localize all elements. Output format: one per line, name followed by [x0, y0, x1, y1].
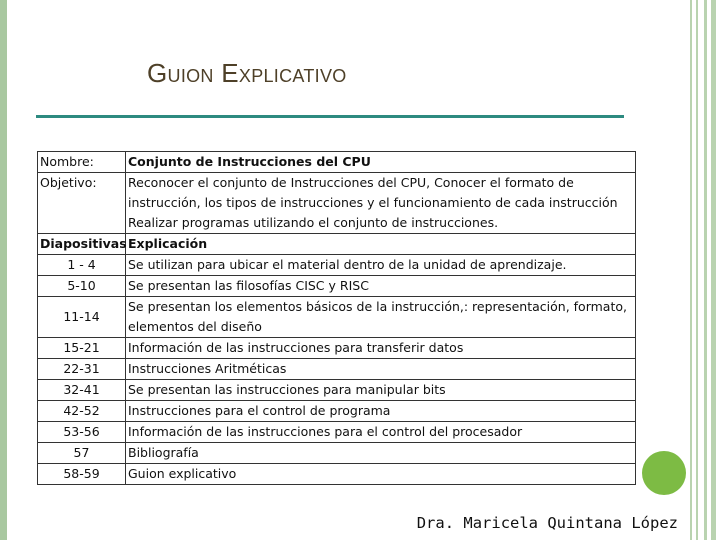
slide-explanation: Se presentan las instrucciones para manipular bits — [126, 380, 636, 401]
table-row — [38, 380, 636, 401]
header-explicacion: Explicación — [126, 234, 636, 255]
left-border — [0, 0, 7, 540]
table-row — [38, 464, 636, 485]
slide-range: 32-41 — [38, 380, 126, 401]
slide-range: 57 — [38, 443, 126, 464]
nombre-row — [38, 152, 636, 173]
slide-explanation: Instrucciones Aritméticas — [126, 359, 636, 380]
slide-range: 15-21 — [38, 338, 126, 359]
slide-range: 58-59 — [38, 464, 126, 485]
objetivo-value: Reconocer el conjunto de Instrucciones del CPU, Conocer el formato de instrucción, los tipos de instrucciones y el funcionamiento de cada instrucción Realizar programas utilizando el conjunto de instrucciones. — [126, 173, 636, 234]
header-diapositivas: Diapositivas — [38, 234, 126, 255]
slide-explanation: Se presentan los elementos básicos de la instrucción,: representación, formato, elementos del diseño — [126, 297, 636, 338]
objetivo-label: Objetivo: — [38, 173, 126, 234]
syllabus-table — [37, 151, 636, 485]
slide-explanation: Instrucciones para el control de programa — [126, 401, 636, 422]
slide-explanation: Se utilizan para ubicar el material dentro de la unidad de aprendizaje. — [126, 255, 636, 276]
slide-range: 11-14 — [38, 297, 126, 338]
right-decorative-stripes — [686, 0, 720, 540]
table-row — [38, 401, 636, 422]
slide-range: 53-56 — [38, 422, 126, 443]
table-row — [38, 297, 636, 338]
author-footer: Dra. Maricela Quintana López — [416, 514, 678, 532]
slide-range: 1 - 4 — [38, 255, 126, 276]
slide-range: 42-52 — [38, 401, 126, 422]
table-row — [38, 276, 636, 297]
slide-explanation: Información de las instrucciones para el control del procesador — [126, 422, 636, 443]
table-row — [38, 422, 636, 443]
table-header-row — [38, 234, 636, 255]
slide-title: Guion Explicativo — [147, 58, 347, 88]
slide-explanation: Se presentan las filosofías CISC y RISC — [126, 276, 636, 297]
table-row — [38, 443, 636, 464]
table-row — [38, 359, 636, 380]
slide-explanation: Información de las instrucciones para transferir datos — [126, 338, 636, 359]
nombre-value: Conjunto de Instrucciones del CPU — [126, 152, 636, 173]
slide-explanation: Bibliografía — [126, 443, 636, 464]
objetivo-row — [38, 173, 636, 234]
title-divider — [36, 115, 624, 118]
slide-explanation: Guion explicativo — [126, 464, 636, 485]
table-row — [38, 338, 636, 359]
slide-range: 5-10 — [38, 276, 126, 297]
table-row — [38, 255, 636, 276]
slide-range: 22-31 — [38, 359, 126, 380]
nombre-label: Nombre: — [38, 152, 126, 173]
green-circle-decoration — [642, 451, 686, 495]
